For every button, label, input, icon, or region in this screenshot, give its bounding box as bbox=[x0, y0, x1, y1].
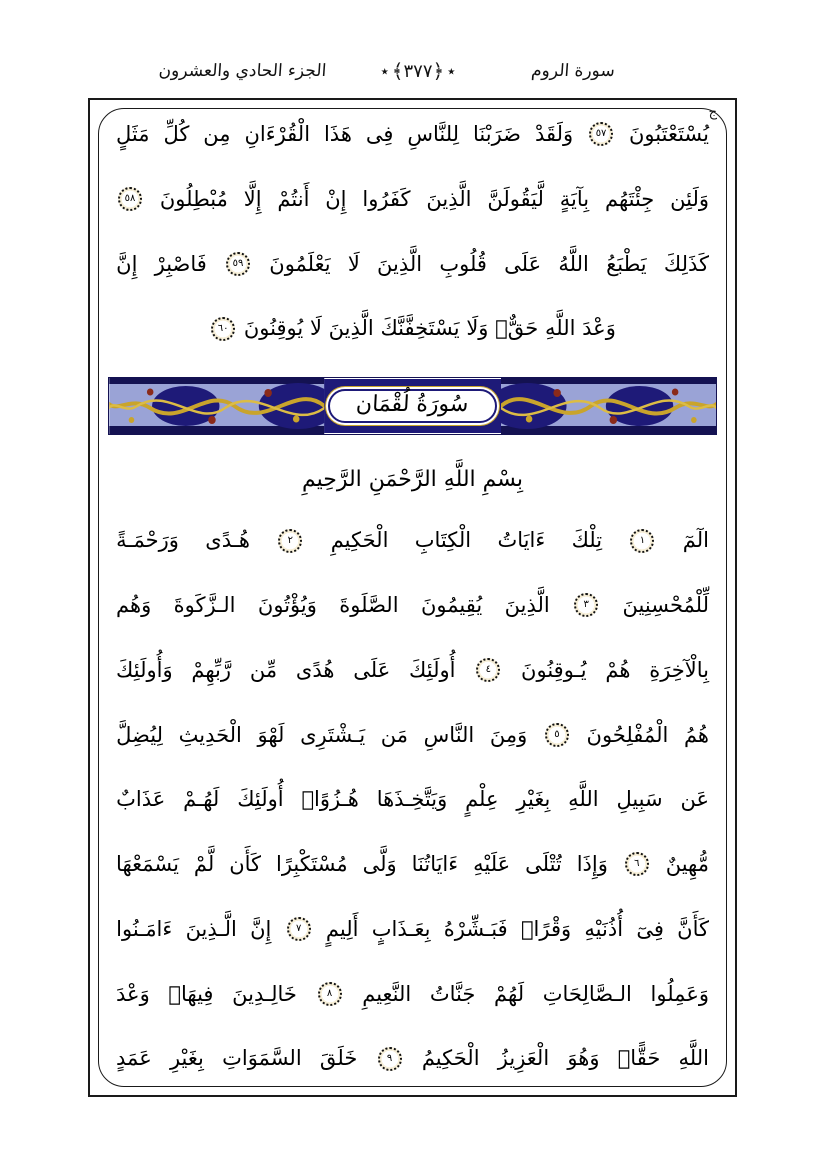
quran-word: مِّن bbox=[249, 657, 278, 682]
ayah-end-marker: ٥٩ bbox=[226, 252, 250, 276]
quran-word: وَمِنَ bbox=[489, 722, 528, 747]
quran-word: أُولَئِكَ bbox=[409, 657, 456, 682]
quran-word: إِنَّ bbox=[250, 916, 272, 941]
quran-word: عَذَابٌ bbox=[116, 787, 166, 812]
quran-word: وَلَّى bbox=[362, 852, 397, 877]
quran-word: عِلْمٍ bbox=[465, 787, 499, 812]
quran-word: فَاصْبِرْ bbox=[154, 251, 207, 276]
surah-title: سُورَةُ لُقْمَان bbox=[355, 392, 470, 417]
quran-word: هَذَا bbox=[323, 122, 352, 146]
quran-word: وَأُولَئِكَ bbox=[116, 657, 173, 682]
ornament-star-icon: ٭ bbox=[447, 62, 456, 80]
quran-word: هُدًى bbox=[295, 657, 335, 682]
quran-word: وَهُوَ bbox=[567, 1046, 600, 1071]
quran-line bbox=[106, 848, 719, 881]
quran-word: اللَّهِ bbox=[544, 316, 576, 341]
quran-word: إِنَّ bbox=[116, 251, 138, 276]
quran-word: السَّمَوَاتِ bbox=[222, 1046, 302, 1071]
quran-word: وَيُؤْتُونَ bbox=[257, 593, 317, 618]
ayah-end-marker: ٤ bbox=[476, 658, 500, 682]
quran-word: ءَامَـنُوا bbox=[116, 916, 173, 941]
quran-word: الَّذِينَ bbox=[328, 316, 374, 341]
quran-word: عَلَى bbox=[504, 251, 542, 276]
quran-word: مَثَلٍ bbox=[116, 122, 150, 146]
page-number: ٣٧٧ bbox=[403, 60, 433, 82]
waqf-mark-jeem: ج bbox=[708, 105, 717, 120]
quran-line bbox=[106, 719, 719, 752]
quran-word: الْكِتَابِ bbox=[414, 528, 472, 553]
quran-word: إِلَّا bbox=[243, 186, 262, 211]
quran-word: بِعَـذَابٍ bbox=[371, 916, 431, 941]
quran-word: هُـدًى bbox=[205, 528, 250, 553]
quran-word: يُقِيمُونَ bbox=[420, 593, 483, 618]
quran-line bbox=[106, 118, 719, 151]
quran-word: لِّلْمُحْسِنِينَ bbox=[622, 593, 709, 618]
ayah-end-marker: ٧ bbox=[287, 917, 311, 941]
quran-word: الْحَكِيمِ bbox=[330, 528, 389, 553]
ayah-end-marker: ٢ bbox=[278, 529, 302, 553]
quran-word: لَهْوَ bbox=[257, 722, 285, 747]
quran-word: كَذَلِكَ bbox=[663, 251, 709, 276]
quran-word: مَن bbox=[380, 722, 409, 747]
quran-word: الَّذِينَ bbox=[377, 251, 423, 276]
quran-word: يُسْتَعْتَبُونَ bbox=[629, 122, 709, 146]
quran-word: كُلِّ bbox=[163, 122, 190, 146]
quran-word: يَـشْتَرِى bbox=[300, 722, 366, 747]
quran-word: اللَّهِ bbox=[678, 1046, 709, 1071]
banner-arabesque-ornament bbox=[501, 378, 716, 434]
quran-word: اللَّهِ bbox=[568, 787, 599, 812]
quran-word: لَا bbox=[347, 251, 360, 276]
quran-word: يَطْبَعُ bbox=[606, 251, 647, 276]
quran-word: كَفَرُوا bbox=[362, 186, 411, 211]
quran-word: أَنتُمْ bbox=[277, 186, 310, 211]
quran-word: هُمْ bbox=[605, 657, 631, 682]
quran-word: مُبْطِلُونَ bbox=[159, 186, 228, 211]
quran-word: يُـوقِنُونَ bbox=[521, 657, 587, 682]
quran-word: مِن bbox=[203, 122, 231, 146]
quran-word: الَّذِينَ bbox=[426, 186, 472, 211]
quran-line bbox=[106, 913, 719, 946]
text-frame bbox=[88, 98, 737, 1097]
ayah-end-marker: ٥٧ bbox=[589, 122, 613, 146]
ayah-end-marker: ٦ bbox=[625, 852, 649, 876]
quran-word: فِى bbox=[365, 122, 394, 146]
quran-word: وَيَتَّخِـذَهَا bbox=[376, 787, 448, 812]
quran-word: وَإِذَا bbox=[576, 852, 608, 877]
quran-line bbox=[106, 524, 719, 557]
ayah-end-marker: ٩ bbox=[378, 1047, 402, 1071]
quran-word: خَالِـدِينَ bbox=[232, 981, 297, 1006]
quran-word: وَلَقَدْ bbox=[534, 122, 574, 146]
quran-word: الْمُفْلِحُونَ bbox=[586, 722, 669, 747]
quran-word: الـزَّكَوةَ bbox=[173, 593, 236, 618]
quran-line bbox=[106, 978, 719, 1011]
quran-word: وَعْدَ bbox=[116, 981, 150, 1006]
quran-word: بِالْآخِرَةِ bbox=[649, 657, 709, 682]
quran-word: عَن bbox=[680, 787, 709, 812]
surah-title-cartouche bbox=[328, 389, 496, 423]
quran-word: هُـزُوًاۚ bbox=[301, 787, 359, 812]
quran-word: لَهُـمْ bbox=[183, 787, 220, 812]
quran-word: رَّبِّهِمْ bbox=[191, 657, 232, 682]
ayah-end-marker: ٥ bbox=[545, 723, 569, 747]
quran-word: إِنْ bbox=[325, 186, 347, 211]
quran-word: لَّيَقُولَنَّ bbox=[487, 186, 544, 211]
quran-word: لَّمْ bbox=[193, 852, 215, 877]
quran-word: جِئْتَهُم bbox=[604, 186, 655, 211]
quran-word: الْحَكِيمُ bbox=[421, 1046, 480, 1071]
quran-line bbox=[106, 783, 719, 816]
quran-word: جَنَّاتُ bbox=[429, 981, 476, 1006]
banner-arabesque-ornament bbox=[109, 378, 324, 434]
quran-page-body bbox=[104, 112, 721, 1083]
quran-word: ضَرَبْنَا bbox=[473, 122, 521, 146]
bismillah-line: بِسْمِ اللَّهِ الرَّحْمَنِ الرَّحِيمِ bbox=[301, 467, 524, 493]
quran-word: ءَايَاتُ bbox=[497, 528, 546, 553]
quran-word: لِلنَّاسِ bbox=[407, 122, 460, 146]
quran-line bbox=[106, 1042, 719, 1075]
quran-word: الْعَزِيزُ bbox=[497, 1046, 550, 1071]
quran-word: عَلَى bbox=[353, 657, 391, 682]
quran-word: تُتْلَى bbox=[525, 852, 562, 877]
quran-word: الَّذِينَ bbox=[504, 593, 550, 618]
quran-word: الَّـذِينَ bbox=[185, 916, 237, 941]
quran-word: الـصَّالِحَاتِ bbox=[542, 981, 632, 1006]
quran-word: لَهُمْ bbox=[494, 981, 525, 1006]
quran-word: أُذُنَيْهِ bbox=[584, 916, 624, 941]
quran-line bbox=[106, 248, 719, 281]
quran-word: كَأَن bbox=[229, 852, 262, 877]
quran-word: أَلِيمٍ bbox=[325, 916, 359, 941]
quran-word: اللَّهُ bbox=[558, 251, 589, 276]
ayah-end-marker: ٨ bbox=[318, 982, 342, 1006]
running-head bbox=[0, 48, 826, 94]
quran-word: الٓمٓ bbox=[682, 528, 709, 553]
quran-word: مُّهِينٌ bbox=[665, 852, 709, 877]
quran-word: وَعَمِلُوا bbox=[650, 981, 709, 1006]
quran-word: عَلَيْهِ bbox=[473, 852, 511, 877]
quran-word: تِلْكَ bbox=[571, 528, 603, 553]
quran-line bbox=[106, 312, 719, 345]
quran-word: وَرَحْمَـةً bbox=[116, 528, 179, 553]
quran-word: يَعْلَمُونَ bbox=[269, 251, 331, 276]
quran-word: وَلَئِن bbox=[670, 186, 709, 211]
quran-word: وَلَا bbox=[466, 316, 489, 341]
ornate-bracket-left: ﴾ bbox=[391, 59, 404, 83]
quran-word: ءَايَاتُنَا bbox=[411, 852, 459, 877]
quran-word: قُلُوبِ bbox=[439, 251, 487, 276]
quran-word: مُسْتَكْبِرًا bbox=[276, 852, 348, 877]
quran-word: هُمُ bbox=[683, 722, 709, 747]
ayah-end-marker: ١ bbox=[630, 529, 654, 553]
surah-banner bbox=[108, 377, 717, 435]
quran-word: فِيهَاۖ bbox=[168, 981, 214, 1006]
quran-word: الْقُرْءَانِ bbox=[244, 122, 311, 146]
quran-word: حَقٌّۖ bbox=[495, 316, 539, 341]
ornate-bracket-right: ﴿ bbox=[432, 59, 445, 83]
quran-word: فَبَـشِّرْهُ bbox=[443, 916, 508, 941]
ornament-star-icon: ٭ bbox=[380, 62, 389, 80]
quran-line bbox=[106, 654, 719, 687]
quran-word: وَهُم bbox=[116, 593, 152, 618]
quran-word: لِيُضِلَّ bbox=[116, 722, 163, 747]
quran-line bbox=[106, 183, 719, 216]
quran-word: الصَّلَوةَ bbox=[339, 593, 399, 618]
quran-word: النَّعِيمِ bbox=[362, 981, 412, 1006]
quran-word: وَقْرًاۖ bbox=[520, 916, 572, 941]
quran-word: النَّاسِ bbox=[423, 722, 475, 747]
quran-word: سَبِيلِ bbox=[616, 787, 663, 812]
ayah-end-marker: ٥٨ bbox=[118, 187, 142, 211]
quran-word: يَسْمَعْهَا bbox=[116, 852, 179, 877]
surah-ref-label: سورة الروم bbox=[530, 61, 616, 81]
juz-label: الجزء الحادي والعشرون bbox=[158, 61, 327, 81]
quran-word: بِغَيْرِ bbox=[169, 1046, 204, 1071]
quran-word: بِغَيْرِ bbox=[516, 787, 551, 812]
quran-word: كَأَنَّ bbox=[677, 916, 709, 941]
quran-word: بِآيَةٍ bbox=[559, 186, 590, 211]
quran-word: أُولَئِكَ bbox=[237, 787, 284, 812]
page-number-ornament bbox=[338, 48, 498, 94]
quran-word: وَعْدَ bbox=[582, 316, 616, 341]
quran-word: لَا bbox=[309, 316, 322, 341]
quran-word: حَقًّاۚ bbox=[617, 1046, 661, 1071]
quran-word: فِىٓ bbox=[636, 916, 664, 941]
ayah-end-marker: ٣ bbox=[574, 593, 598, 617]
quran-word: يُوقِنُونَ bbox=[243, 316, 304, 341]
quran-word: عَمَدٍ bbox=[116, 1046, 152, 1071]
quran-word: خَلَقَ bbox=[319, 1046, 358, 1071]
quran-line bbox=[106, 589, 719, 622]
quran-word: يَسْتَخِفَّنَّكَ bbox=[380, 316, 460, 341]
quran-word: الْحَدِيثِ bbox=[178, 722, 242, 747]
ayah-end-marker: ٦٠ bbox=[211, 317, 235, 341]
